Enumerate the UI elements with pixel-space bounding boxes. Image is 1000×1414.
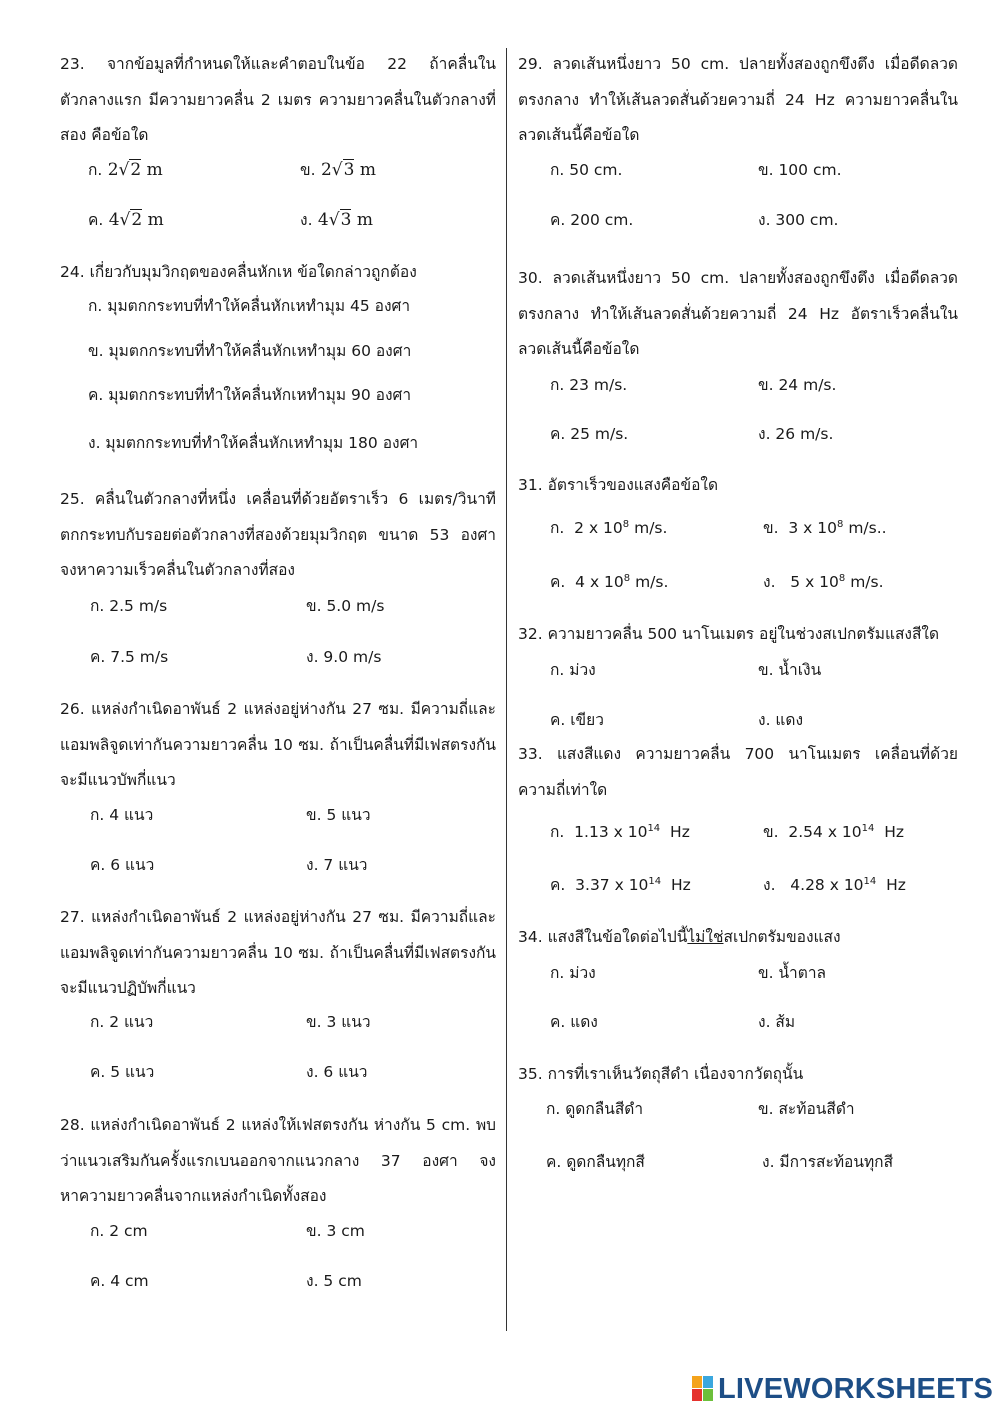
option-d[interactable]: ง. 5 x $10^8$ m/s.: [763, 573, 884, 592]
option-a[interactable]: ก. 2 cm: [90, 1222, 148, 1240]
option-row: [60, 1058, 496, 1086]
option-b[interactable]: ข. สะท้อนสีดำ: [758, 1100, 855, 1118]
option-row: [60, 643, 496, 671]
question-stem: 23. จากข้อมูลที่กำหนดให้และคำตอบในข้อ 22 ถ้าคลื่นในตัวกลางแรก มีความยาวคลื่น 2 เมตร ความยาวคลื่นในตัวกลางที่สอง คือข้อใด: [60, 55, 496, 144]
option-row: [518, 1008, 958, 1036]
option-row: [518, 959, 958, 987]
option-d[interactable]: ง. 4.28 x $10^{14}$ Hz: [763, 876, 906, 895]
question-27: [60, 900, 496, 1081]
question-stem: 32. ความยาวคลื่น 500 นาโนเมตร อยู่ในช่วงสเปกตรัมแสงสีใด: [518, 625, 940, 643]
question-23: [60, 47, 496, 230]
option-c[interactable]: ค. 200 cm.: [550, 211, 634, 229]
option-b[interactable]: ข. 3 x $10^8$ m/s..: [763, 519, 887, 538]
option-c[interactable]: ค. เขียว: [550, 711, 604, 729]
option-b[interactable]: ข. 5 แนว: [306, 806, 371, 824]
option-b[interactable]: ข. 5.0 m/s: [306, 597, 385, 615]
logo-icon: [692, 1376, 714, 1402]
question-stem: 26. แหล่งกำเนิดอาพันธ์ 2 แหล่งอยู่ห่างกัน 27 ซม. มีความถี่และแอมพลิจูดเท่ากันความยาวคลื่น 10 ซม. ถ้าเป็นคลื่นที่มีเฟสตรงกัน จะมีแนวบัพกี่แนว: [60, 700, 496, 789]
option-c[interactable]: ค. 4 x $10^8$ m/s.: [550, 573, 669, 592]
question-33: [518, 737, 958, 895]
question-28: [60, 1108, 496, 1290]
option-b[interactable]: ข. 3 แนว: [306, 1013, 371, 1031]
question-24: [60, 255, 496, 452]
option-row: [518, 1148, 958, 1176]
option-row: [518, 206, 958, 234]
option-c[interactable]: ค. มุมตกกระทบที่ทำให้คลื่นหักเหทำมุม 90 องศา: [88, 386, 412, 404]
question-stem: 28. แหล่งกำเนิดอาพันธ์ 2 แหล่งให้เฟสตรงกัน ห่างกัน 5 cm. พบว่าแนวเสริมกันครั้งแรกเบนออกจากแนวกลาง 37 องศา จงหาความยาวคลื่นจากแหล่งกำเนิดทั้งสอง: [60, 1116, 496, 1205]
option-d[interactable]: ง. มีการสะท้อนทุกสี: [762, 1153, 894, 1171]
option-row: [518, 565, 958, 593]
question-30: [518, 261, 958, 443]
option-row: [60, 592, 496, 620]
option-a[interactable]: ก. 2.5 m/s: [90, 597, 168, 615]
option-a[interactable]: ก. 2√2 m: [88, 160, 163, 180]
option-b[interactable]: ข. น้ำตาล: [758, 964, 827, 982]
question-stem: 27. แหล่งกำเนิดอาพันธ์ 2 แหล่งอยู่ห่างกัน 27 ซม. มีความถี่และแอมพลิจูดเท่ากันความยาวคลื่น 10 ซม. ถ้าเป็นคลื่นที่มีเฟสตรงกัน จะมีแนวปฏิบัพกี่แนว: [60, 908, 496, 997]
option-a[interactable]: ก. ม่วง: [550, 964, 596, 982]
option-row: [518, 511, 958, 539]
option-c[interactable]: ค. 7.5 m/s: [90, 648, 169, 666]
option-d[interactable]: ง. มุมตกกระทบที่ทำให้คลื่นหักเหทำมุม 180 องศา: [88, 434, 419, 452]
question-stem: 30. ลวดเส้นหนึ่งยาว 50 cm. ปลายทั้งสองถูกขึงตึง เมื่อดีดลวดตรงกลาง ทำให้เส้นลวดสั่นด้วยความถี่ 24 Hz อัตราเร็วคลื่นในลวดเส้นนี้คือข้อใด: [518, 269, 958, 358]
option-row: [518, 371, 958, 399]
option-d[interactable]: ง. แดง: [758, 711, 804, 729]
option-a[interactable]: ก. 23 m/s.: [550, 376, 628, 394]
option-d[interactable]: ง. ส้ม: [758, 1013, 796, 1031]
option-c[interactable]: ค. แดง: [550, 1013, 598, 1031]
option-b[interactable]: ข. 2.54 x $10^{14}$ Hz: [763, 823, 905, 842]
question-stem: 35. การที่เราเห็นวัตถุสีดำ เนื่องจากวัตถุนั้น: [518, 1065, 804, 1083]
question-stem: 24. เกี่ยวกับมุมวิกฤตของคลื่นหักเห ข้อใดกล่าวถูกต้อง: [60, 263, 417, 281]
option-b[interactable]: ข. น้ำเงิน: [758, 661, 822, 679]
option-a[interactable]: ก. ม่วง: [550, 661, 596, 679]
option-d[interactable]: ง. 7 แนว: [306, 856, 368, 874]
liveworksheets-logo[interactable]: [692, 1372, 992, 1406]
option-row: [518, 420, 958, 448]
option-b[interactable]: ข. 24 m/s.: [758, 376, 837, 394]
option-d[interactable]: ง. 6 แนว: [306, 1063, 368, 1081]
question-stem: 25. คลื่นในตัวกลางที่หนึ่ง เคลื่อนที่ด้วยอัตราเร็ว 6 เมตร/วินาที ตกกระทบกับรอยต่อตัวกลางที่สองด้วยมุมวิกฤต ขนาด 53 องศา จงหาความเร็วคลื่นในตัวกลางที่สอง: [60, 490, 496, 579]
question-stem: 33. แสงสีแดง ความยาวคลื่น 700 นาโนเมตร เคลื่อนที่ด้วยความถี่เท่าใด: [518, 745, 958, 799]
option-a[interactable]: ก. 50 cm.: [550, 161, 623, 179]
question-25: [60, 482, 496, 666]
question-stem: 31. อัตราเร็วของแสงคือข้อใด: [518, 476, 719, 494]
option-a[interactable]: ก. ดูดกลืนสีดำ: [546, 1100, 644, 1118]
option-row: [518, 156, 958, 184]
option-d[interactable]: ง. 9.0 m/s: [306, 648, 382, 666]
option-a[interactable]: ก. 4 แนว: [90, 806, 154, 824]
option-c[interactable]: ค. 6 แนว: [90, 856, 155, 874]
option-c[interactable]: ค. 4 cm: [90, 1272, 149, 1290]
option-row: [518, 656, 958, 684]
option-d[interactable]: ง. 5 cm: [306, 1272, 362, 1290]
option-row: [60, 1267, 496, 1295]
option-b[interactable]: ข. มุมตกกระทบที่ทำให้คลื่นหักเหทำมุม 60 องศา: [88, 342, 412, 360]
question-34: [518, 920, 958, 1031]
option-c[interactable]: ค. 5 แนว: [90, 1063, 155, 1081]
option-c[interactable]: ค. ดูดกลืนทุกสี: [546, 1153, 645, 1171]
option-row: [60, 801, 496, 829]
option-d[interactable]: ง. 300 cm.: [758, 211, 839, 229]
question-26: [60, 692, 496, 874]
question-31: [518, 468, 958, 592]
option-d[interactable]: ง. 4√3 m: [300, 210, 373, 230]
option-row: [60, 1008, 496, 1036]
option-row: [60, 1217, 496, 1245]
option-a[interactable]: ก. 2 x $10^8$ m/s.: [550, 519, 668, 538]
option-d[interactable]: ง. 26 m/s.: [758, 425, 834, 443]
column-divider: [506, 48, 507, 1331]
option-c[interactable]: ค. 4√2 m: [88, 210, 164, 230]
option-row: [518, 815, 958, 843]
option-c[interactable]: ค. 25 m/s.: [550, 425, 629, 443]
option-b[interactable]: ข. 2√3 m: [300, 160, 376, 180]
option-row: [60, 156, 496, 184]
question-35: [518, 1057, 958, 1171]
question-stem: 34. แสงสีในข้อใดต่อไปนี้ไม่ใช่สเปกตรัมของแสง: [518, 928, 841, 946]
option-a[interactable]: ก. 2 แนว: [90, 1013, 154, 1031]
option-row: [60, 206, 496, 234]
option-b[interactable]: ข. 3 cm: [306, 1222, 365, 1240]
option-c[interactable]: ค. 3.37 x $10^{14}$ Hz: [550, 876, 691, 895]
option-a[interactable]: ก. มุมตกกระทบที่ทำให้คลื่นหักเหทำมุม 45 องศา: [88, 297, 411, 315]
option-row: [518, 706, 958, 734]
question-29: [518, 47, 958, 229]
option-row: [60, 851, 496, 879]
question-32: [518, 617, 958, 729]
option-row: [518, 868, 958, 896]
brand-name: LIVEWORKSHEETS: [718, 1373, 994, 1405]
option-b[interactable]: ข. 100 cm.: [758, 161, 842, 179]
option-row: [518, 1095, 958, 1123]
question-stem: 29. ลวดเส้นหนึ่งยาว 50 cm. ปลายทั้งสองถูกขึงตึง เมื่อดีดลวดตรงกลาง ทำให้เส้นลวดสั่นด้วยความถี่ 24 Hz ความยาวคลื่นในลวดเส้นนี้คือข้อใด: [518, 55, 958, 144]
option-a[interactable]: ก. 1.13 x $10^{14}$ Hz: [550, 823, 690, 842]
